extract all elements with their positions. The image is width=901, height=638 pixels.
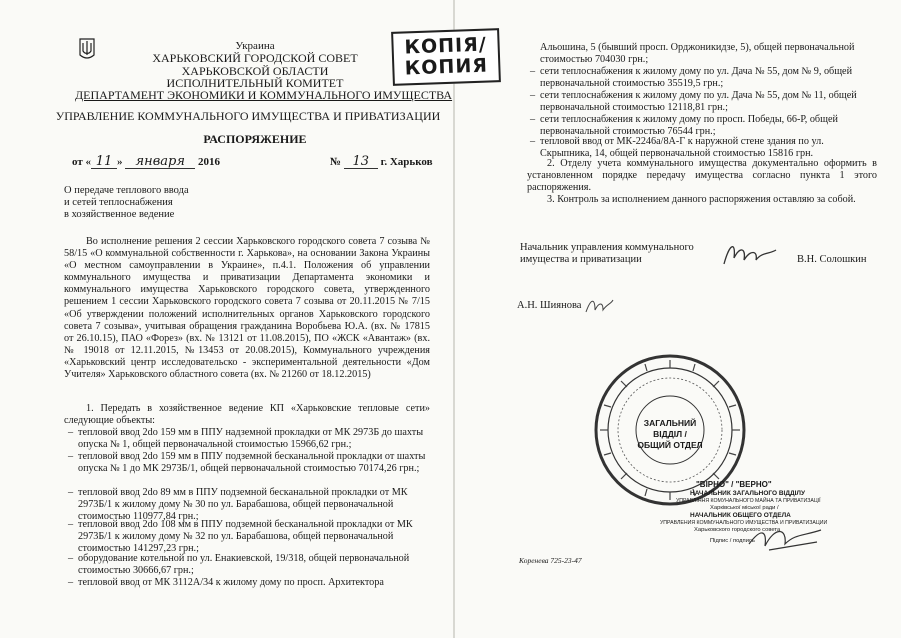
subject-line-1: О передаче теплового ввода bbox=[64, 185, 189, 196]
list-item: – тепловой ввод 2dо 159 мм в ППУ надземной прокладки от МК 2973Б до шахты опуска № 1, общей первоначальной стоимостью 15966,62 грн.; bbox=[68, 427, 424, 451]
subject-line-3: в хозяйственное ведение bbox=[64, 209, 175, 220]
signer-position-line2: имущества и приватизации bbox=[520, 254, 642, 265]
list-item-text: сети теплоснабжения к жилому дому по просп. Победы, 66-Р, общей первоначальной стоимостью 76544 грн.; bbox=[540, 114, 838, 138]
list-item-text: тепловой ввод 2dо 89 мм в ППУ подземной бесканальной прокладки от МК 2973Б/1 к жилому дому № 30 по ул. Барабашова, общей первоначальной стоимостью 110977,84 грн.; bbox=[78, 487, 408, 523]
list-item: – сети теплоснабжения к жилому дому по просп. Победы, 66-Р, общей первоначальной стоимостью 76544 грн.; bbox=[530, 114, 838, 138]
item-1-paragraph: 1. Передать в хозяйственное ведение КП «Харьковские тепловые сети» следующие объекты: bbox=[64, 403, 430, 427]
verno-line6: УПРАВЛЕНИЯ КОММУНАЛЬНОГО ИМУЩЕСТВА И ПРИВАТИЗАЦИИ bbox=[660, 520, 828, 526]
document-number: 13 bbox=[344, 155, 378, 169]
verno-line1: "ВІРНО" / "ВЕРНО" bbox=[696, 480, 772, 489]
number-line bbox=[330, 155, 433, 169]
copy-stamp-line2: КОПИЯ bbox=[404, 54, 489, 80]
list-item: – тепловой ввод от МК-2246а/8А-Г к наружной стене здания по ул. Скрыпника, 14, общей первоначальной стоимостью 15816 грн. bbox=[530, 136, 824, 160]
trident-emblem-icon bbox=[79, 38, 95, 62]
verno-signature-icon bbox=[745, 520, 825, 556]
verno-line5: НАЧАЛЬНИК ОБЩЕГО ОТДЕЛА bbox=[690, 512, 791, 519]
list-item: – сети теплоснабжения к жилому дому по ул. Дача № 55, дом № 9, общей первоначальной стоимостью 35519,5 грн.; bbox=[530, 66, 853, 90]
signer-position-line1: Начальник управления коммунального bbox=[520, 242, 694, 253]
signer-name: В.Н. Солошкин bbox=[797, 254, 867, 265]
header-region: ХАРЬКОВСКОЙ ОБЛАСТИ bbox=[181, 64, 329, 78]
list-item: – оборудование котельной по ул. Енакиевской, 19/318, общей первоначальной стоимостью 30666,67 грн.; bbox=[68, 553, 410, 577]
list-item-text: тепловой ввод 2dо 159 мм в ППУ подземной бесканальной прокладки от шахты опуска № 1 до МК 2973Б/1, общей первоначальной стоимостью 70174,26 грн.; bbox=[78, 451, 426, 475]
seal-line3: ОБЩИЙ ОТДЕЛ bbox=[637, 440, 703, 450]
corrector-note: Коренева 725-23-47 bbox=[519, 556, 582, 565]
item-3-paragraph: 3. Контроль за исполнением данного распоряжения оставляю за собой. bbox=[547, 194, 856, 205]
document-city: г. Харьков bbox=[380, 156, 433, 168]
number-label: № bbox=[330, 156, 342, 168]
signature-scribble-icon bbox=[720, 238, 780, 270]
verno-line7: Харьковского городского совета bbox=[694, 527, 781, 533]
header-committee: ИСПОЛНИТЕЛЬНЫЙ КОМИТЕТ bbox=[166, 76, 344, 90]
verno-line3: УПРАВЛІННЯ КОМУНАЛЬНОГО МАЙНА ТА ПРИВАТИЗАЦІЇ bbox=[676, 498, 821, 504]
verno-line8: Підпис / подпись bbox=[710, 538, 755, 544]
list-item-text: сети теплоснабжения к жилому дому по ул. Дача № 55, дом № 11, общей первоначальной стоимостью 12118,81 грн.; bbox=[540, 90, 857, 114]
executor-name: А.Н. Шиянова bbox=[517, 300, 582, 311]
list-item-text: тепловой ввод от МК 3112А/34 к жилому дому по просп. Архитектора bbox=[78, 577, 384, 588]
list-item-text: тепловой ввод 2dо 159 мм в ППУ надземной прокладки от МК 2973Б до шахты опуска № 1, общей первоначальной стоимостью 15966,62 грн.; bbox=[78, 427, 424, 451]
executor-initials-icon bbox=[583, 296, 615, 316]
list-item: – тепловой ввод от МК 3112А/34 к жилому дому по просп. Архитектора bbox=[68, 577, 384, 588]
list-item: – сети теплоснабжения к жилому дому по ул. Дача № 55, дом № 11, общей первоначальной стоимостью 12118,81 грн.; bbox=[530, 90, 857, 114]
date-line bbox=[72, 155, 220, 169]
right-page bbox=[455, 0, 901, 638]
header-directorate: УПРАВЛЕНИЕ КОММУНАЛЬНОГО ИМУЩЕСТВА И ПРИВАТИЗАЦИИ bbox=[55, 109, 441, 123]
verno-line4: Харківської міської ради / bbox=[710, 505, 779, 511]
subject-line-2: и сетей теплоснабжения bbox=[64, 197, 173, 208]
seal-line2: ВІДДІЛ / bbox=[653, 429, 687, 439]
document-title: РАСПОРЯЖЕНИЕ bbox=[203, 132, 307, 146]
list-item: – тепловой ввод 2dо 159 мм в ППУ подземной бесканальной прокладки от шахты опуска № 1 до МК 2973Б/1, общей первоначальной стоимостью 70174,26 грн.; bbox=[68, 451, 426, 475]
date-prefix: от « bbox=[72, 156, 92, 168]
date-year: 2016 bbox=[198, 156, 221, 168]
date-mid: » bbox=[117, 156, 123, 168]
header-country: Украина bbox=[235, 40, 275, 52]
date-month: января bbox=[125, 155, 195, 169]
list-item-text: оборудование котельной по ул. Енакиевской, 19/318, общей первоначальной стоимостью 30666,67 грн.; bbox=[78, 553, 410, 577]
list-item-text: сети теплоснабжения к жилому дому по ул. Дача № 55, дом № 9, общей первоначальной стоимостью 35519,5 грн.; bbox=[540, 66, 853, 90]
copy-stamp-line1: КОПІЯ/ bbox=[404, 33, 488, 59]
list-continuation: Альошина, 5 (бывший просп. Орджоникидзе, 5), общей первоначальной стоимостью 704030 грн.; bbox=[540, 42, 855, 66]
verno-line2: НАЧАЛЬНИК ЗАГАЛЬНОГО ВІДДІЛУ bbox=[690, 490, 806, 497]
preamble-paragraph: Во исполнение решения 2 сессии Харьковского городского совета 7 созыва № 58/15 «О коммунальной собственности г. Харькова», на основании Закона Украины «О местном самоуправлении в Украине», п.4.1. Положения об управлении коммунального имущества и приватизации Департамента экономики и коммунального имущества Харьковского городского совета, утвержденного решением 1 сессии Харьковского городского совета 7 созыва от 20.11.2015 № 7/15 «Об утверждении положений исполнительных органов Харьковского городского совета 7 созыва», учитывая обращения гражданина Воробьева Ю.А. (вх. № 17815 от 26.10.15), ПАО «Форез» (вх. № 13121 от 11.08.2015), ПО «ЖСК «Авантаж» (вх. № 19018 от 12.11.2015, №13453 от 20.08.2015), Коммунального учреждения «Харьковский центр исследовательско - экспериментальной деятельности «Дом Учителя» Харьковского областного совета (вх. № 21260 от 18.12.2015) bbox=[64, 236, 430, 381]
list-item-text: тепловой ввод от МК-2246а/8А-Г к наружной стене здания по ул. Скрыпника, 14, общей первоначальной стоимостью 15816 грн. bbox=[540, 136, 824, 160]
seal-line1: ЗАГАЛЬНИЙ bbox=[643, 418, 697, 428]
date-day: 11 bbox=[91, 155, 117, 169]
header-council: ХАРЬКОВСКИЙ ГОРОДСКОЙ СОВЕТ bbox=[152, 51, 358, 65]
item-2-paragraph: 2. Отделу учета коммунального имущества документально оформить в установленном порядке передачу имущества согласно пункта 1 этого распоряжения. bbox=[527, 158, 877, 194]
header-department: ДЕПАРТАМЕНТ ЭКОНОМИКИ И КОММУНАЛЬНОГО ИМУЩЕСТВА bbox=[75, 88, 453, 102]
list-item: – тепловой ввод 2dо 89 мм в ППУ подземной бесканальной прокладки от МК 2973Б/1 к жилому дому № 30 по ул. Барабашова, общей первоначальной стоимостью 110977,84 грн.; bbox=[68, 487, 408, 523]
list-item-text: тепловой ввод 2dо 108 мм в ППУ подземной бесканальной прокладки от МК 2973Б/1 к жилому дому № 32 по ул. Барабашова, общей первоначальной стоимостью 141297,23 грн.; bbox=[78, 519, 413, 555]
seal-center-text bbox=[630, 418, 710, 451]
list-item: – тепловой ввод 2dо 108 мм в ППУ подземной бесканальной прокладки от МК 2973Б/1 к жилому дому № 32 по ул. Барабашова, общей первоначальной стоимостью 141297,23 грн.; bbox=[68, 519, 413, 555]
